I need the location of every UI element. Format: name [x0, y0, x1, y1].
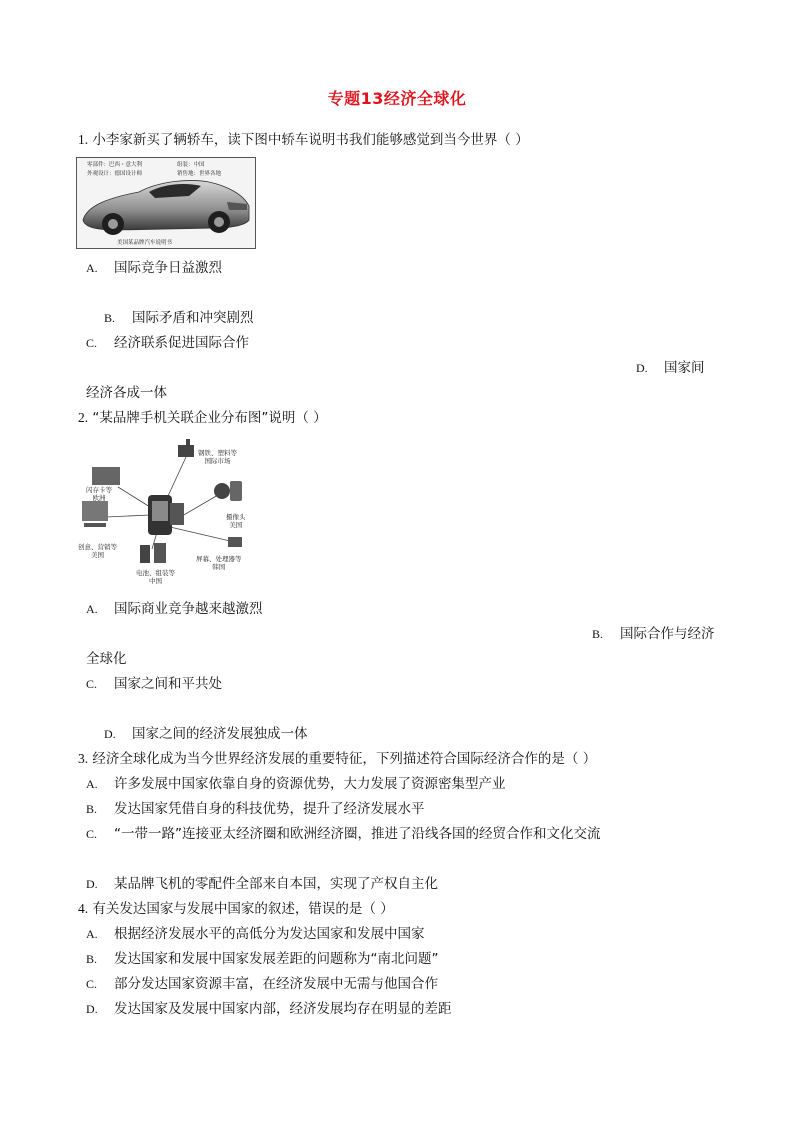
- label-screen-processor: 屏幕、处理器等 韩国: [196, 555, 242, 571]
- q2-option-b[interactable]: [592, 625, 715, 643]
- car-manual-figure: [76, 157, 256, 249]
- q1-option-c[interactable]: [86, 334, 249, 352]
- option-letter: B.: [592, 627, 604, 641]
- option-letter: A.: [86, 602, 98, 616]
- option-letter: C.: [86, 977, 98, 991]
- label-flash-card: 闪存卡等 欧洲: [86, 486, 112, 502]
- option-text: 国家之间的经济发展独成一体: [132, 726, 308, 742]
- option-text: 国际合作与经济: [620, 626, 715, 642]
- label-camera: 摄像头 美国: [226, 513, 246, 529]
- question-number: 4.: [78, 901, 89, 916]
- option-letter: C.: [86, 827, 98, 841]
- q3-option-a[interactable]: [86, 775, 506, 793]
- option-text: 经济联系促进国际合作: [114, 335, 249, 351]
- q1-option-b[interactable]: [104, 309, 254, 327]
- q2-option-d[interactable]: [104, 725, 308, 743]
- car-spec-assembly: 组装：中国: [177, 162, 205, 168]
- q1-option-d-continued: 经济各成一体: [86, 385, 167, 401]
- option-text: 国际竞争日益激烈: [114, 260, 222, 276]
- option-text: 国际商业竞争越来越激烈: [114, 601, 263, 617]
- question-3-stem: [78, 750, 596, 768]
- option-text: 国家之间和平共处: [114, 676, 222, 692]
- q3-option-b[interactable]: [86, 800, 425, 818]
- question-number: 2.: [78, 410, 89, 425]
- q2-option-a[interactable]: [86, 600, 263, 618]
- q2-option-b-continued: 全球化: [86, 651, 127, 667]
- q4-option-a[interactable]: [86, 925, 425, 943]
- q3-option-c[interactable]: [86, 825, 601, 843]
- phone-supply-chain-figure: [78, 437, 268, 587]
- q4-option-d[interactable]: [86, 1000, 452, 1018]
- q4-option-b[interactable]: [86, 950, 439, 968]
- option-letter: B.: [86, 952, 98, 966]
- car-figure-caption: 美国某品牌汽车说明书: [117, 240, 173, 246]
- option-letter: C.: [86, 677, 98, 691]
- question-number: 1.: [78, 132, 89, 147]
- option-letter: A.: [86, 261, 98, 275]
- q4-option-c[interactable]: [86, 975, 438, 993]
- label-battery-assembly: 电池、组装等 中国: [136, 569, 175, 585]
- option-letter: B.: [86, 802, 98, 816]
- option-letter: C.: [86, 336, 98, 350]
- option-text: 某品牌飞机的零配件全部来自本国，实现了产权自主化: [114, 876, 438, 892]
- option-letter: D.: [86, 877, 98, 891]
- option-text: 国家间: [664, 360, 705, 376]
- question-1-stem: [78, 131, 529, 149]
- option-letter: A.: [86, 927, 98, 941]
- question-text: 小李家新买了辆轿车，读下图中轿车说明书我们能够感觉到当今世界（ ）: [92, 132, 529, 148]
- question-text: “某品牌手机关联企业分布图”说明（ ）: [92, 410, 327, 426]
- option-letter: D.: [636, 361, 648, 375]
- sports-car-image: [77, 158, 255, 248]
- q1-option-a[interactable]: [86, 259, 222, 277]
- q3-option-d[interactable]: [86, 875, 438, 893]
- option-letter: D.: [86, 1002, 98, 1016]
- option-text: 发达国家和发展中国家发展差距的问题称为“南北问题”: [114, 951, 439, 967]
- option-text: 发达国家凭借自身的科技优势，提升了经济发展水平: [114, 801, 425, 817]
- label-steel-plastic: 钢铁、塑料等 国际市场: [198, 449, 237, 465]
- car-spec-parts: 零部件：巴西・意大利: [87, 162, 143, 168]
- question-4-stem: [78, 900, 394, 918]
- option-text: 发达国家及发展中国家内部，经济发展均存在明显的差距: [114, 1001, 452, 1017]
- question-text: 有关发达国家与发展中国家的叙述，错误的是（ ）: [92, 901, 394, 917]
- label-creative-marketing: 创意、营销等 美国: [78, 543, 117, 559]
- option-letter: D.: [104, 727, 116, 741]
- page-title: 专题13经济全球化: [327, 89, 467, 108]
- car-spec-sales: 销售地：世界各地: [177, 171, 222, 177]
- question-number: 3.: [78, 751, 89, 766]
- q1-option-d[interactable]: [636, 359, 705, 377]
- option-text: 部分发达国家资源丰富，在经济发展中无需与他国合作: [114, 976, 438, 992]
- question-text: 经济全球化成为当今世界经济发展的重要特征，下列描述符合国际经济合作的是（ ）: [92, 751, 597, 767]
- option-text: 许多发展中国家依靠自身的资源优势，大力发展了资源密集型产业: [114, 776, 506, 792]
- option-letter: B.: [104, 311, 116, 325]
- option-letter: A.: [86, 777, 98, 791]
- option-text: 国际矛盾和冲突剧烈: [132, 310, 254, 326]
- option-text: 根据经济发展水平的高低分为发达国家和发展中国家: [114, 926, 425, 942]
- question-2-stem: [78, 409, 327, 427]
- q2-option-c[interactable]: [86, 675, 222, 693]
- car-spec-design: 外观设计：德国设计师: [87, 171, 143, 177]
- option-text: “一带一路”连接亚太经济圈和欧洲经济圈，推进了沿线各国的经贸合作和文化交流: [114, 826, 601, 842]
